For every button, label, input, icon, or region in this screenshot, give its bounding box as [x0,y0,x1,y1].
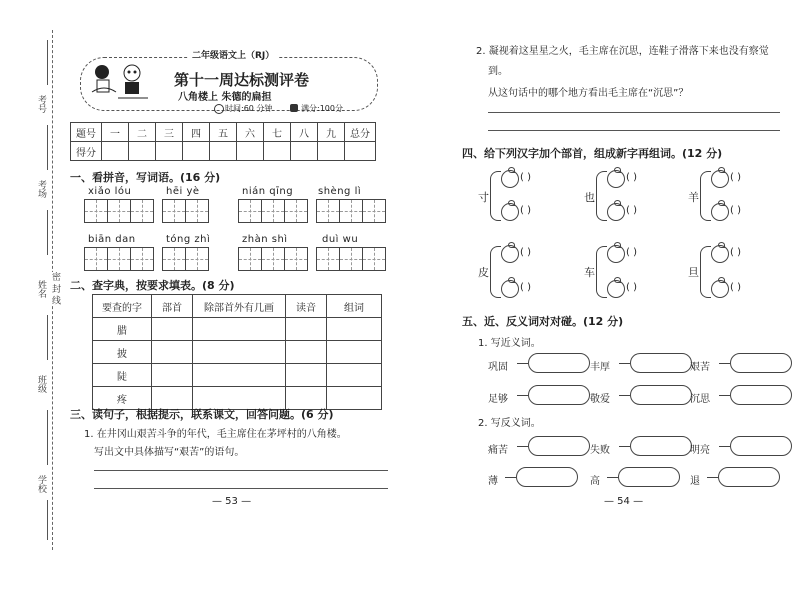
base-char: 车 [584,266,595,279]
synonym-word: 敬爱 [590,394,610,405]
brace [490,246,501,298]
score-cell[interactable] [345,142,376,161]
answer-cell[interactable] [193,341,286,364]
question-3-1-task: 写出文中具体描写“艰苦”的语句。 [94,447,245,458]
answer-paren[interactable]: ( ) [626,247,637,258]
apple-icon[interactable] [711,203,729,221]
dictionary-header [93,295,382,318]
pinyin-label: shèng lì [318,186,362,197]
page-number-right: — 54 — [604,496,644,507]
score-header-cell: 二 [129,123,156,142]
base-char: 皮 [478,266,489,279]
brace [700,171,711,221]
answer-cloud[interactable] [630,353,692,373]
lookup-char: 披 [93,341,152,364]
page-title: 第十一周达标测评卷 [174,71,310,89]
lookup-char: 陡 [93,364,152,387]
antonym-word: 退 [690,476,700,487]
answer-cloud[interactable] [618,467,680,487]
answer-cell[interactable] [152,364,193,387]
apple-icon[interactable] [607,170,625,188]
answer-cell[interactable] [152,341,193,364]
dictionary-table [92,294,382,410]
answer-paren[interactable]: ( ) [520,205,531,216]
answer-paren[interactable]: ( ) [626,282,637,293]
brace [490,171,501,221]
antonym-word: 高 [590,476,600,487]
answer-cloud[interactable] [730,385,792,405]
score-cell[interactable] [291,142,318,161]
brace [700,246,711,298]
answer-cloud[interactable] [528,436,590,456]
binding-field-line [47,125,48,170]
dictionary-row [93,364,382,387]
synonym-word: 艰苦 [690,362,710,373]
answer-cell[interactable] [327,364,382,387]
score-table [70,122,376,161]
binding-exam-no: 考号 [36,95,46,113]
antonym-word: 薄 [488,476,498,487]
answer-paren[interactable]: ( ) [520,247,531,258]
score-header-cell: 总分 [345,123,376,142]
time-limit: 时间:60 分钟 [225,104,273,113]
score-header-cell: 三 [156,123,183,142]
score-header-cell: 题号 [71,123,102,142]
antonym-word: 痛苦 [488,445,508,456]
writing-grid[interactable] [162,247,208,271]
answer-cloud[interactable] [730,436,792,456]
mascot-illustration [88,62,152,102]
binding-seal: 密 封 线 [50,272,60,305]
score-cell[interactable] [210,142,237,161]
score-header-cell: 五 [210,123,237,142]
score-cell[interactable] [183,142,210,161]
answer-line[interactable] [94,488,388,489]
score-header-cell: 四 [183,123,210,142]
synonym-word: 沉思 [690,394,710,405]
dictionary-row [93,318,382,341]
score-cell[interactable] [318,142,345,161]
writing-grid[interactable] [84,199,153,223]
answer-cloud[interactable] [528,353,590,373]
binding-class: 班级 [36,375,46,393]
binding-field-line [47,500,48,540]
answer-cell[interactable] [152,318,193,341]
apple-icon[interactable] [607,245,625,263]
answer-cell[interactable] [193,364,286,387]
brace [596,171,607,221]
clock-icon [214,104,224,114]
writing-grid[interactable] [316,199,385,223]
answer-cell[interactable] [327,341,382,364]
pinyin-label: biān dan [88,234,136,245]
apple-icon[interactable] [501,203,519,221]
section4-title: 四、给下列汉字加个部首，组成新字再组词。(12 分) [462,147,723,160]
pinyin-label: xiǎo lóu [88,186,132,197]
binding-field-line [47,410,48,465]
answer-paren[interactable]: ( ) [730,247,741,258]
header-series: 二年级语文上（RJ） [188,48,278,61]
question-3-2: 2. 凝视着这星星之火，毛主席在沉思，连鞋子滑落下来也没有察觉 [476,46,769,57]
writing-grid[interactable] [84,247,153,271]
pinyin-label: nián qīng [242,186,294,197]
score-cell[interactable] [102,142,129,161]
answer-paren[interactable]: ( ) [520,282,531,293]
section5-title: 五、近、反义词对对碰。(12 分) [462,315,624,328]
binding-field-line [47,210,48,255]
pinyin-label: hēi yè [166,186,200,197]
binding-field-line [47,40,48,85]
antonym-word: 明亮 [690,445,710,456]
answer-line[interactable] [488,130,780,131]
brace [596,246,607,298]
binding-exam-room: 考场 [36,180,46,198]
score-cell[interactable] [156,142,183,161]
lookup-char: 疼 [93,387,152,410]
apple-icon[interactable] [607,203,625,221]
section3-title: 三、读句子，根据提示，联系课文，回答问题。(6 分) [70,408,334,421]
dictionary-header-cell: 组词 [327,295,382,318]
answer-cell[interactable] [286,341,327,364]
score-cell[interactable] [129,142,156,161]
binding-name: 姓名 [36,280,46,298]
base-char: 旦 [688,266,699,279]
pen-icon [290,104,298,112]
question-3-2-task: 从这句话中的哪个地方看出毛主席在“沉思”？ [488,88,689,99]
antonym-label: 2. 写反义词。 [478,418,541,429]
apple-icon[interactable] [711,245,729,263]
binding-field-line [47,315,48,360]
answer-cell[interactable] [327,318,382,341]
section2-title: 二、查字典，按要求填表。(8 分) [70,279,235,292]
synonym-word: 丰厚 [590,362,610,373]
pinyin-label: duì wu [322,234,359,245]
answer-paren[interactable]: ( ) [730,205,741,216]
answer-cloud[interactable] [528,385,590,405]
answer-cloud[interactable] [630,385,692,405]
answer-paren[interactable]: ( ) [520,172,531,183]
answer-line[interactable] [488,112,780,113]
dictionary-header-cell: 除部首外有几画 [193,295,286,318]
answer-line[interactable] [94,470,388,471]
answer-cell[interactable] [286,364,327,387]
full-score: 满分:100分 [301,104,343,113]
synonym-word: 足够 [488,394,508,405]
score-table-row [71,142,376,161]
apple-icon[interactable] [501,170,519,188]
answer-cloud[interactable] [516,467,578,487]
score-cell[interactable] [237,142,264,161]
answer-paren[interactable]: ( ) [626,205,637,216]
question-3-2-cont: 到。 [488,66,508,77]
apple-icon[interactable] [711,170,729,188]
pinyin-label: tóng zhì [166,234,211,245]
writing-grid[interactable] [316,247,385,271]
base-char: 羊 [688,191,699,204]
section1-title: 一、看拼音，写词语。(16 分) [70,171,221,184]
writing-grid[interactable] [162,199,208,223]
dictionary-header-cell: 部首 [152,295,193,318]
score-header-cell: 一 [102,123,129,142]
base-char: 寸 [478,191,489,204]
apple-icon[interactable] [607,280,625,298]
binding-school: 学校 [36,475,46,493]
answer-cell[interactable] [327,387,382,410]
score-table-header [71,123,376,142]
score-row-label: 得分 [71,142,102,161]
dictionary-header-cell: 要查的字 [93,295,152,318]
dictionary-row [93,341,382,364]
score-header-cell: 六 [237,123,264,142]
score-header-cell: 八 [291,123,318,142]
lookup-char: 腊 [93,318,152,341]
answer-cloud[interactable] [718,467,780,487]
antonym-word: 失败 [590,445,610,456]
apple-icon[interactable] [501,245,519,263]
page-subtitle: 八角楼上 朱德的扁担 [178,92,272,103]
apple-icon[interactable] [711,280,729,298]
page-number-left: — 53 — [212,496,252,507]
dictionary-header-cell: 读音 [286,295,327,318]
question-3-1: 1. 在井冈山艰苦斗争的年代，毛主席住在茅坪村的八角楼。 [84,429,347,440]
answer-cloud[interactable] [730,353,792,373]
answer-paren[interactable]: ( ) [730,282,741,293]
score-cell[interactable] [264,142,291,161]
score-header-cell: 九 [318,123,345,142]
answer-paren[interactable]: ( ) [730,172,741,183]
score-header-cell: 七 [264,123,291,142]
answer-paren[interactable]: ( ) [626,172,637,183]
answer-cloud[interactable] [630,436,692,456]
answer-cell[interactable] [286,318,327,341]
apple-icon[interactable] [501,280,519,298]
synonym-label: 1. 写近义词。 [478,338,541,349]
base-char: 也 [584,191,595,204]
pinyin-label: zhàn shì [242,234,288,245]
writing-grid[interactable] [238,247,307,271]
synonym-word: 巩固 [488,362,508,373]
writing-grid[interactable] [238,199,307,223]
answer-cell[interactable] [193,318,286,341]
